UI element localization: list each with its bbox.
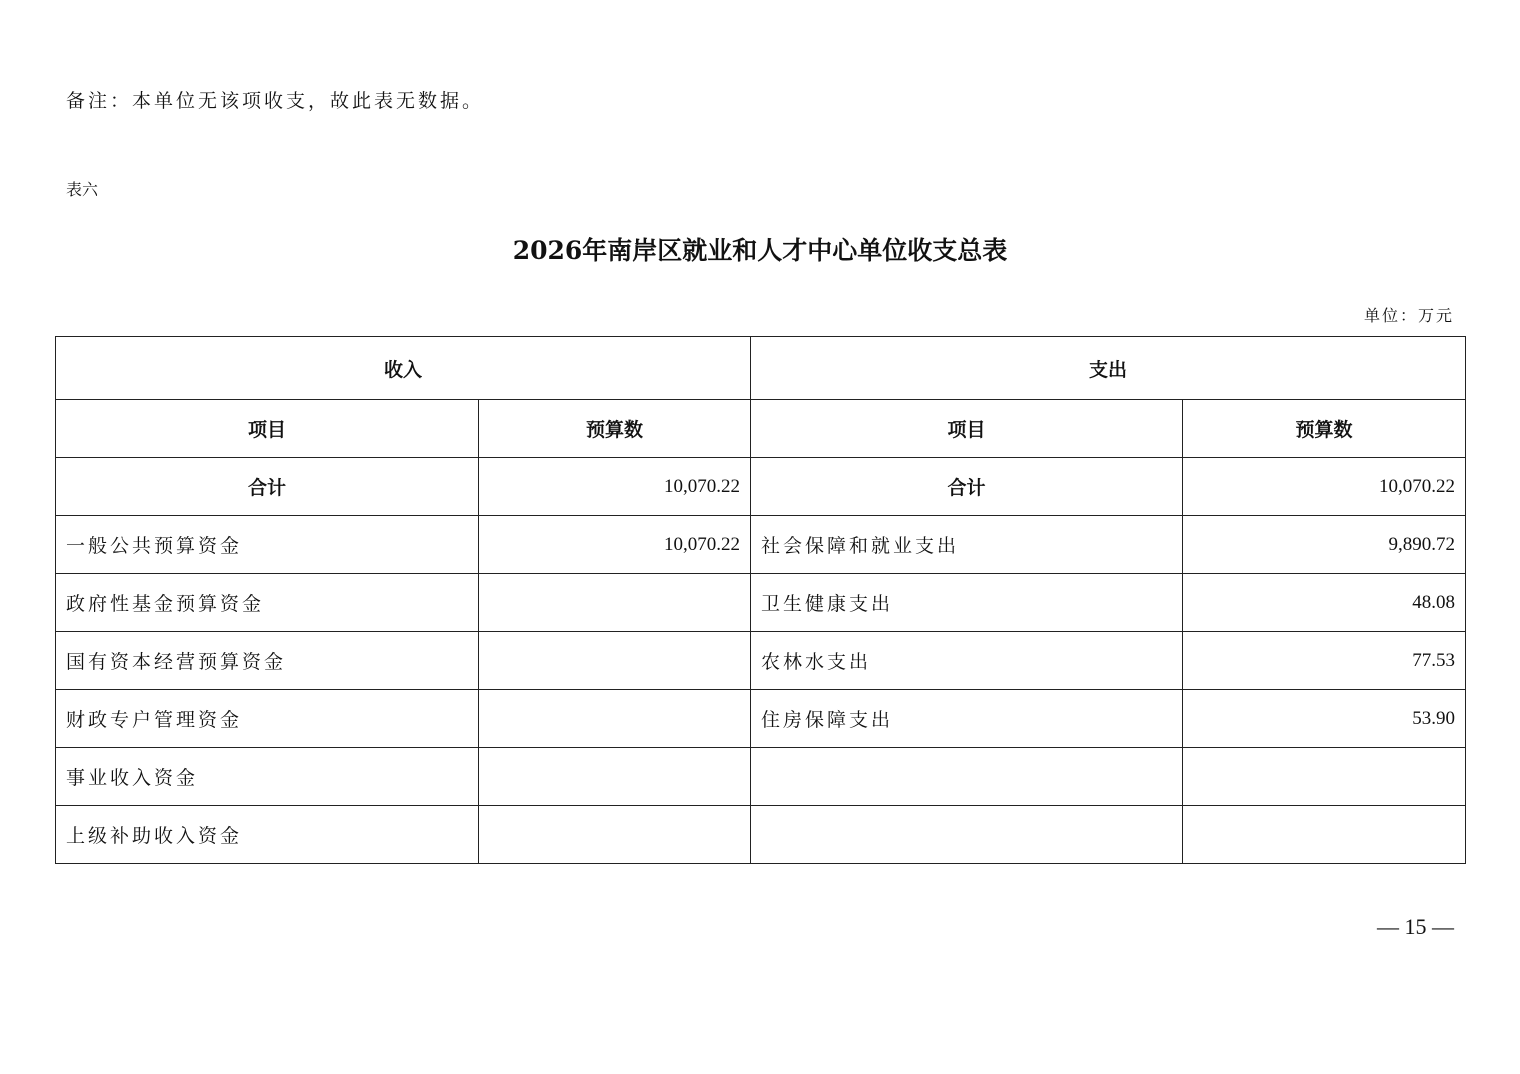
income-total-label: 合计 [56, 458, 479, 516]
expenditure-value: 77.53 [1183, 632, 1466, 690]
income-item: 事业收入资金 [56, 748, 479, 806]
unit-label: 单位：万元 [1363, 306, 1454, 325]
expenditure-item: 农林水支出 [751, 632, 1183, 690]
expenditure-budget-column-header: 预算数 [1183, 400, 1466, 458]
table-row [56, 632, 1466, 690]
table-label: 表六 [66, 180, 99, 199]
group-header-row [56, 337, 1466, 400]
expenditure-value: 48.08 [1183, 574, 1466, 632]
expenditure-item: 卫生健康支出 [751, 574, 1183, 632]
expenditure-total-value: 10,070.22 [1183, 458, 1466, 516]
income-item: 政府性基金预算资金 [56, 574, 479, 632]
expenditure-item-column-header: 项目 [751, 400, 1183, 458]
income-expenditure-table [55, 336, 1466, 864]
income-budget-column-header: 预算数 [479, 400, 751, 458]
expenditure-item [751, 748, 1183, 806]
page-number: — 15 — [1377, 914, 1454, 939]
expenditure-value: 9,890.72 [1183, 516, 1466, 574]
table-row [56, 516, 1466, 574]
column-header-row [56, 400, 1466, 458]
income-value [479, 806, 751, 864]
table-row [56, 690, 1466, 748]
expenditure-value [1183, 748, 1466, 806]
expenditure-value [1183, 806, 1466, 864]
income-value [479, 690, 751, 748]
income-value [479, 748, 751, 806]
expenditure-header: 支出 [751, 337, 1466, 400]
table-row [56, 574, 1466, 632]
expenditure-item [751, 806, 1183, 864]
income-item: 国有资本经营预算资金 [56, 632, 479, 690]
remark-note: 备注：本单位无该项收支，故此表无数据。 [66, 90, 485, 112]
income-item: 财政专户管理资金 [56, 690, 479, 748]
page-title: 2026年南岸区就业和人才中心单位收支总表 [512, 236, 1008, 265]
income-total-value: 10,070.22 [479, 458, 751, 516]
income-item: 上级补助收入资金 [56, 806, 479, 864]
income-value [479, 632, 751, 690]
income-header: 收入 [56, 337, 751, 400]
table-row [56, 748, 1466, 806]
expenditure-value: 53.90 [1183, 690, 1466, 748]
income-value [479, 574, 751, 632]
income-item-column-header: 项目 [56, 400, 479, 458]
expenditure-item: 社会保障和就业支出 [751, 516, 1183, 574]
table-row [56, 806, 1466, 864]
income-item: 一般公共预算资金 [56, 516, 479, 574]
expenditure-total-label: 合计 [751, 458, 1183, 516]
income-value: 10,070.22 [479, 516, 751, 574]
expenditure-item: 住房保障支出 [751, 690, 1183, 748]
total-row [56, 458, 1466, 516]
